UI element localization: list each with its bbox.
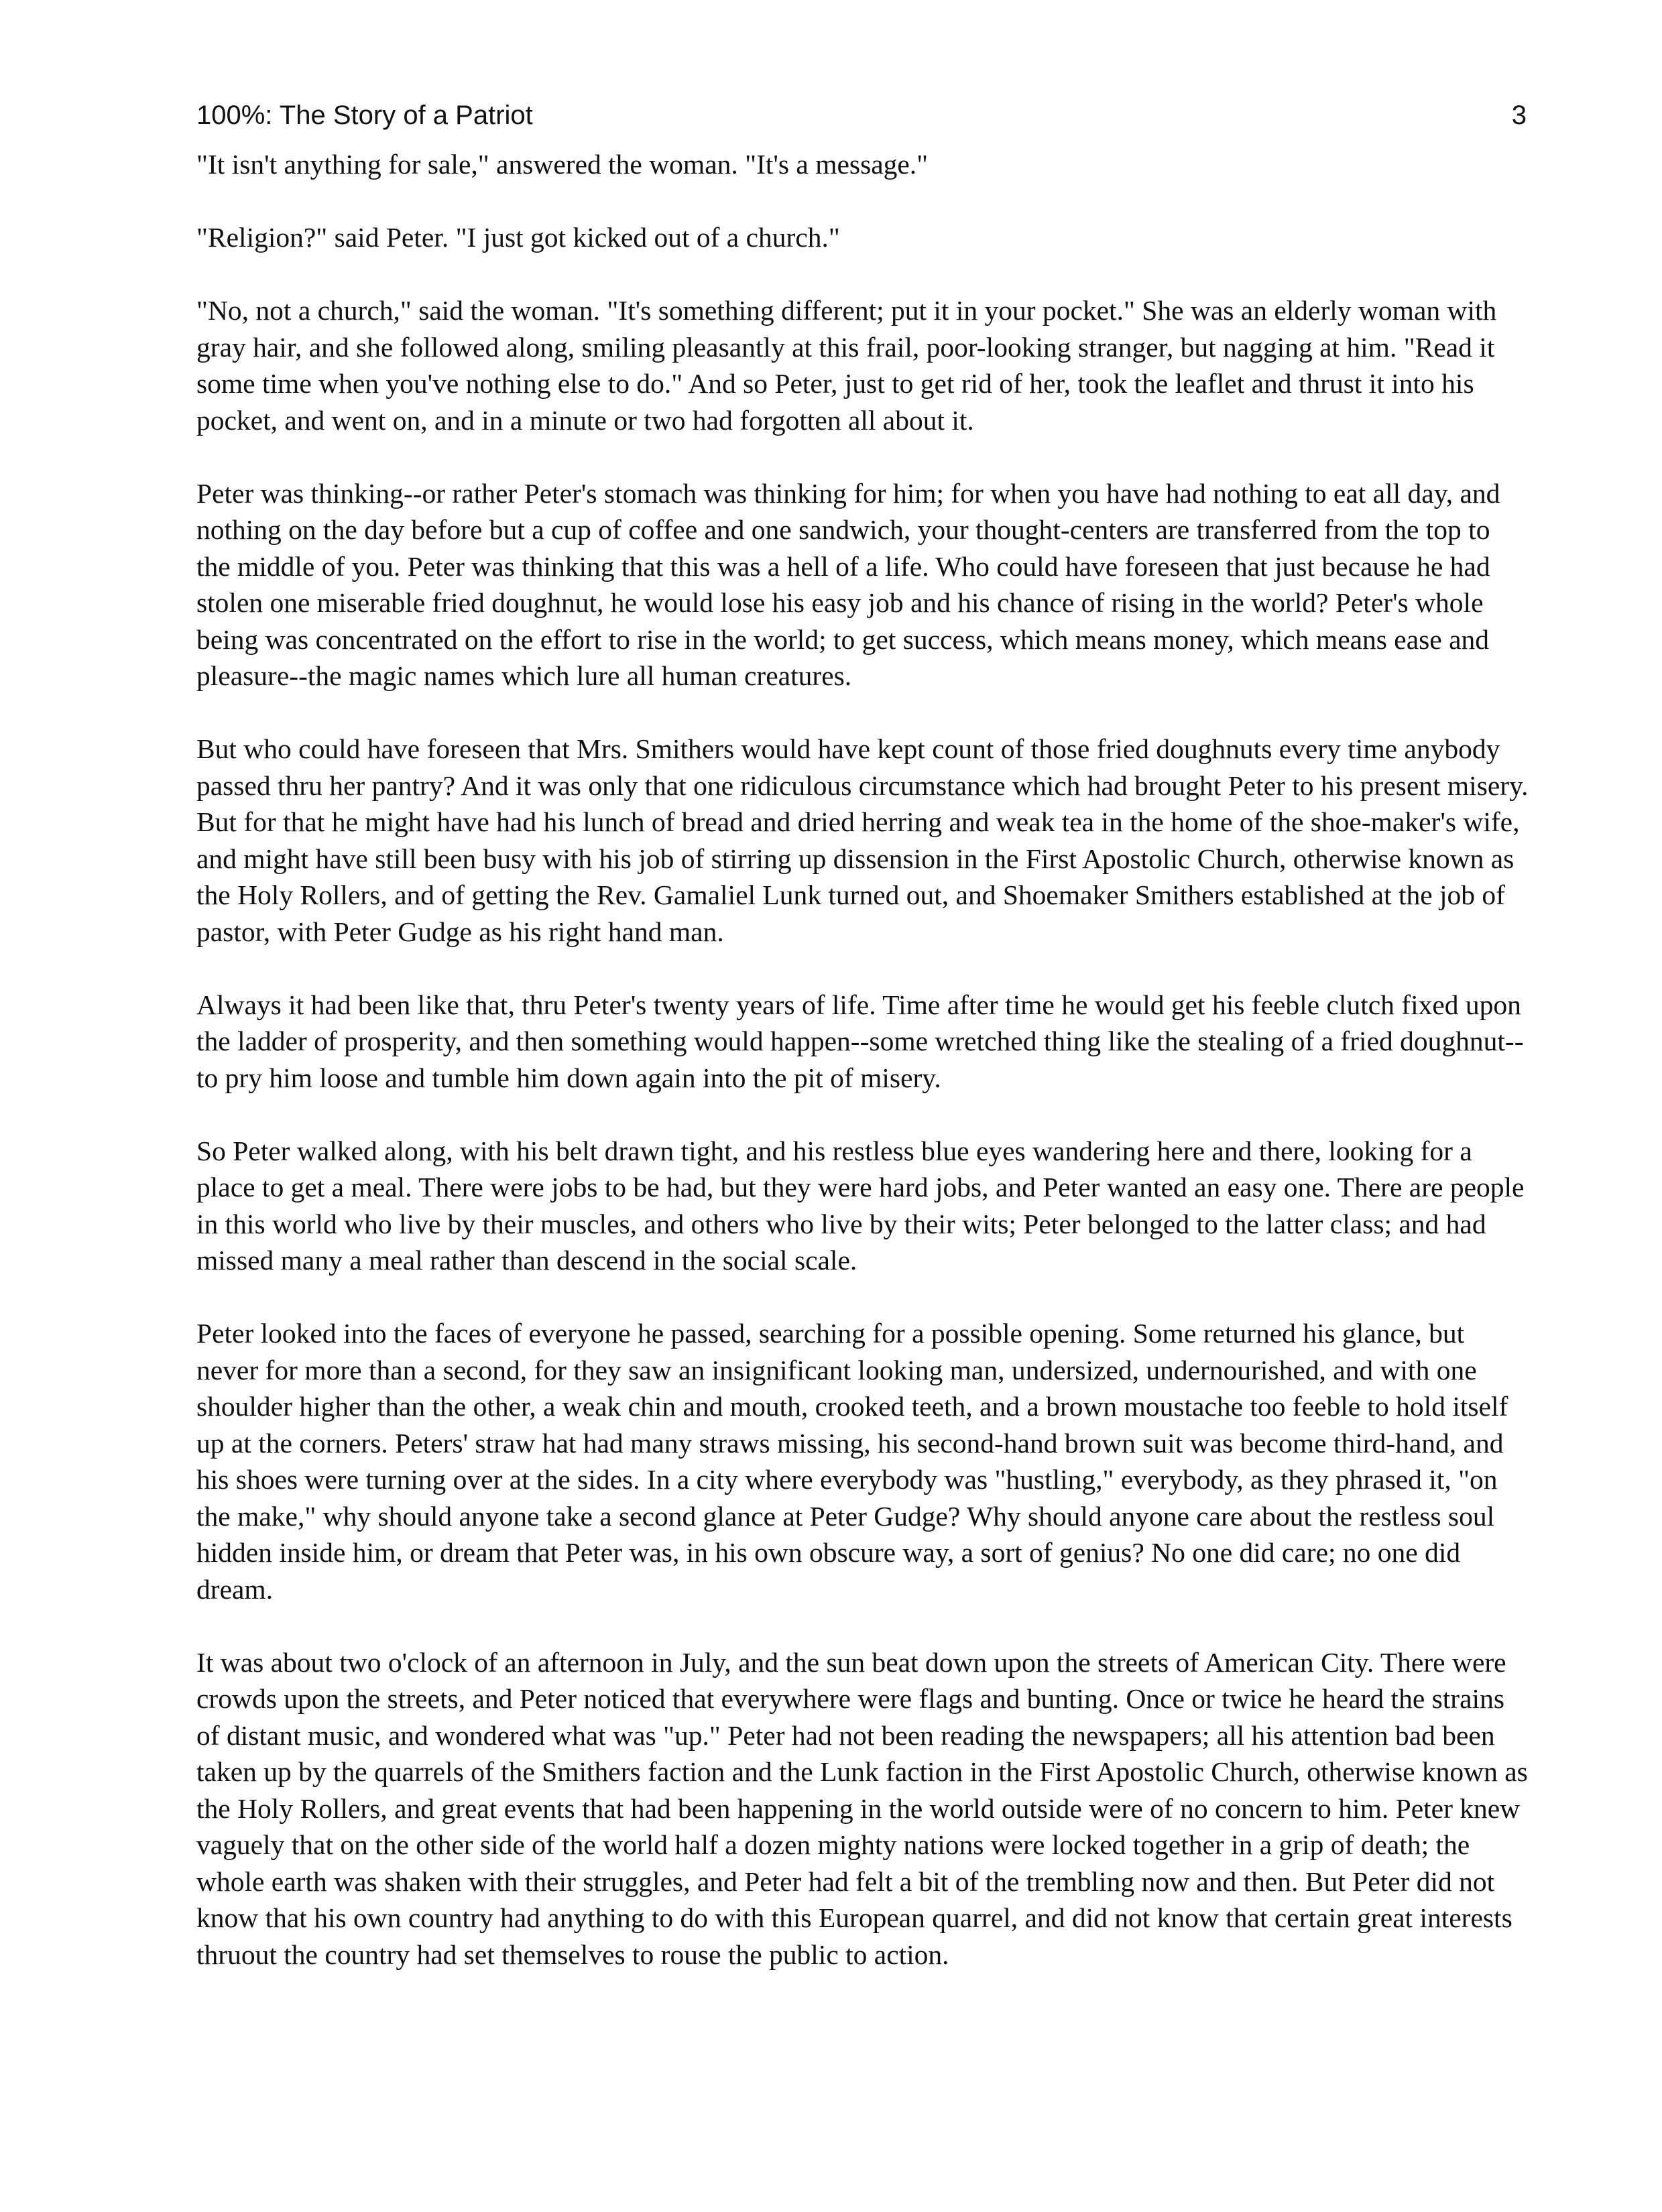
running-header [196, 101, 1527, 141]
paragraph: Peter looked into the faces of everyone he passed, searching for a possible opening. Some returned his glance, but never for more than a second, for they saw an insignificant looking man, undersized, undernourished, and with one shoulder higher than the other, a weak chin and mouth, crooked teeth, and a brown moustache too feeble to hold itself up at the corners. Peters' straw hat had many straws missing, his second-hand brown suit was become third-hand, and his shoes were turning over at the sides. In a city where everybody was "hustling," everybody, as they phrased it, "on the make," why should anyone take a second glance at Peter Gudge? Why should anyone care about the restless soul hidden inside him, or dream that Peter was, in his own obscure way, a sort of genius? No one did care; no one did dream. [196, 1318, 1508, 1605]
page-number: 3 [1511, 101, 1527, 130]
paragraph: Always it had been like that, thru Peter's twenty years of life. Time after time he would get his feeble clutch fixed upon the ladder of prosperity, and then something would happen--some wretched thing like the stealing of a fried doughnut--to pry him loose and tumble him down again into the pit of misery. [196, 989, 1524, 1093]
paragraph: "It isn't anything for sale," answered the woman. "It's a message." [196, 149, 929, 180]
paragraph: It was about two o'clock of an afternoon in July, and the sun beat down upon the streets of American City. There were crowds upon the streets, and Peter noticed that everywhere were flags and bunting. Once or twice he heard the strains of distant music, and wondered what was "up." Peter had not been reading the newspapers; all his attention bad been taken up by the quarrels of the Smithers faction and the Lunk faction in the First Apostolic Church, otherwise known as the Holy Rollers, and great events that had been happening in the world outside were of no concern to him. Peter knew vaguely that on the other side of the world half a dozen mighty nations were locked together in a grip of death; the whole earth was shaken with their struggles, and Peter had felt a bit of the trembling now and then. But Peter did not know that his own country had anything to do with this European quarrel, and did not know that certain great interests thruout the country had set themselves to rouse the public to action. [196, 1646, 1528, 1970]
paragraph: But who could have foreseen that Mrs. Smithers would have kept count of those fried doughnuts every time anybody passed thru her pantry? And it was only that one ridiculous circumstance which had brought Peter to his present misery. But for that he might have had his lunch of bread and dried herring and weak tea in the home of the shoe-maker's wife, and might have still been busy with his job of stirring up dissension in the First Apostolic Church, otherwise known as the Holy Rollers, and of getting the Rev. Gamaliel Lunk turned out, and Shoemaker Smithers established at the job of pastor, with Peter Gudge as his right hand man. [196, 733, 1529, 947]
paragraph: "Religion?" said Peter. "I just got kicked out of a church." [196, 222, 840, 253]
paragraph: "No, not a church," said the woman. "It's something different; put it in your pocket." She was an elderly woman with gray hair, and she followed along, smiling pleasantly at this frail, poor-looking stranger, but nagging at him. "Read it some time when you've nothing else to do." And so Peter, just to get rid of her, took the leaflet and thrust it into his pocket, and went on, and in a minute or two had forgotten all about it. [196, 295, 1497, 436]
paragraph: Peter was thinking--or rather Peter's stomach was thinking for him; for when you have had nothing to eat all day, and nothing on the day before but a cup of coffee and one sandwich, your thought-centers are transferred from the top to the middle of you. Peter was thinking that this was a hell of a life. Who could have foreseen that just because he had stolen one miserable fried doughnut, he would lose his easy job and his chance of rising in the world? Peter's whole being was concentrated on the effort to rise in the world; to get success, which means money, which means ease and pleasure--the magic names which lure all human creatures. [196, 477, 1500, 691]
book-title: 100%: The Story of a Patriot [196, 101, 533, 130]
body-text [196, 146, 1531, 1973]
paragraph: So Peter walked along, with his belt drawn tight, and his restless blue eyes wandering here and there, looking for a place to get a meal. There were jobs to be had, but they were hard jobs, and Peter wanted an easy one. There are people in this world who live by their muscles, and others who live by their wits; Peter belonged to the latter class; and had missed many a meal rather than descend in the social scale. [196, 1135, 1525, 1276]
